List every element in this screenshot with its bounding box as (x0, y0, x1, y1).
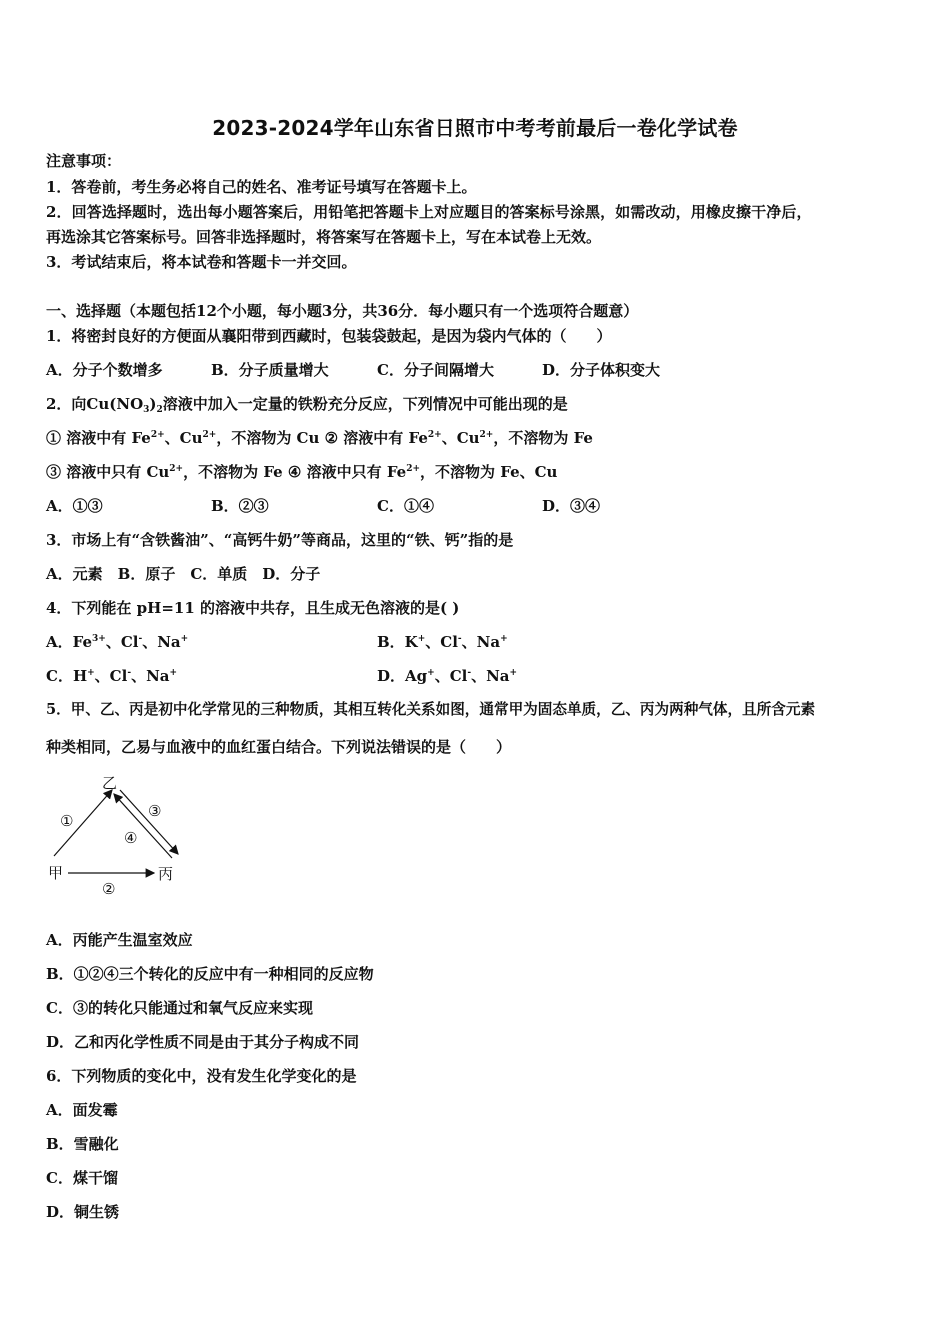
q5-option-a[interactable]: A．丙能产生温室效应 (46, 931, 193, 949)
label-4: ④ (124, 829, 138, 847)
q3-options[interactable]: A．元素 B．原子 C．单质 D．分子 (46, 565, 321, 583)
notice-item-3: 3．考试结束后，将本试卷和答题卡一并交回。 (46, 253, 357, 271)
q2-option-a[interactable]: A．①③ (46, 497, 103, 515)
q3-stem: 3．市场上有“含铁酱油”、“高钙牛奶”等商品，这里的“铁、钙”指的是 (46, 531, 514, 549)
q4-stem: 4．下列能在 pH=11 的溶液中共存，且生成无色溶液的是( ) (46, 599, 460, 617)
q5-conversion-diagram (40, 768, 200, 898)
q6-option-a[interactable]: A．面发霉 (46, 1101, 118, 1119)
q2-option-d[interactable]: D．③④ (542, 497, 601, 515)
node-jia: 甲 (48, 864, 64, 882)
q2-option-c[interactable]: C．①④ (377, 497, 434, 515)
q5-stem-line-1: 5．甲、乙、丙是初中化学常见的三种物质，其相互转化关系如图，通常甲为固态单质，乙、丙为两种气体，且所含元素 (46, 701, 816, 718)
q1-stem: 1．将密封良好的方便面从襄阳带到西藏时，包装袋鼓起，是因为袋内气体的（ ） (46, 327, 612, 345)
q6-option-b[interactable]: B．雪融化 (46, 1135, 119, 1153)
q2-option-b[interactable]: B．②③ (211, 497, 269, 515)
q2-stem: 2．向$Cu(NO_3)_2$溶液中加入一定量的铁粉充分反应，下列情况中可能出现的是 (46, 395, 568, 415)
q4-option-b[interactable]: B．K+、Cl-、Na+ (377, 633, 508, 651)
q5-option-c[interactable]: C．③的转化只能通过和氧气反应来实现 (46, 999, 313, 1017)
q4-option-d[interactable]: D．Ag+、Cl-、Na+ (377, 667, 518, 685)
q2-statement-3-4: ③ 溶液中只有 $Cu^{2+}$，不溶物为 Fe ④ 溶液中只有 $Fe^{2+}$，不溶物为 Fe、Cu (46, 463, 558, 481)
notice-heading: 注意事项： (46, 152, 122, 170)
q5-option-b[interactable]: B．①②④三个转化的反应中有一种相同的反应物 (46, 965, 374, 983)
q6-option-c[interactable]: C．煤干馏 (46, 1169, 118, 1187)
page-title: 2023-2024学年山东省日照市中考考前最后一卷化学试卷 (212, 116, 738, 140)
q6-stem: 6．下列物质的变化中，没有发生化学变化的是 (46, 1067, 357, 1085)
q1-option-b[interactable]: B．分子质量增大 (211, 361, 329, 379)
notice-item-2: 2．回答选择题时，选出每小题答案后，用铅笔把答题卡上对应题目的答案标号涂黑，如需改动，用橡皮擦干净后， (46, 203, 812, 221)
section-heading: 一、选择题（本题包括12个小题，每小题3分，共36分．每小题只有一个选项符合题意） (46, 302, 639, 320)
label-2: ② (102, 880, 116, 898)
q4-option-c[interactable]: C．H+、Cl-、Na+ (46, 667, 178, 685)
q6-option-d[interactable]: D．铜生锈 (46, 1203, 120, 1221)
label-3: ③ (148, 802, 162, 820)
arrow-bing-to-yi (114, 794, 172, 858)
q1-option-c[interactable]: C．分子间隔增大 (377, 361, 494, 379)
q5-option-d[interactable]: D．乙和丙化学性质不同是由于其分子构成不同 (46, 1033, 360, 1051)
q1-option-d[interactable]: D．分子体积变大 (542, 361, 661, 379)
label-1: ① (60, 812, 74, 830)
q4-option-a[interactable]: A．$Fe^{3+}$、Cl-、Na+ (46, 633, 189, 651)
q5-stem-line-2: 种类相同，乙易与血液中的血红蛋白结合。下列说法错误的是（ ） (46, 738, 512, 756)
node-bing: 丙 (158, 865, 174, 883)
node-yi: 乙 (102, 774, 118, 792)
notice-item-1: 1．答卷前，考生务必将自己的姓名、准考证号填写在答题卡上。 (46, 178, 477, 196)
q1-option-a[interactable]: A．分子个数增多 (46, 361, 163, 379)
q2-statement-1-2: ① 溶液中有 $Fe^{2+}$、$Cu^{2+}$，不溶物为 Cu ② 溶液中有 $Fe^{2+}$、$Cu^{2+}$，不溶物为 Fe (46, 429, 593, 447)
notice-item-2-cont: 再选涂其它答案标号。回答非选择题时，将答案写在答题卡上，写在本试卷上无效。 (46, 228, 602, 246)
